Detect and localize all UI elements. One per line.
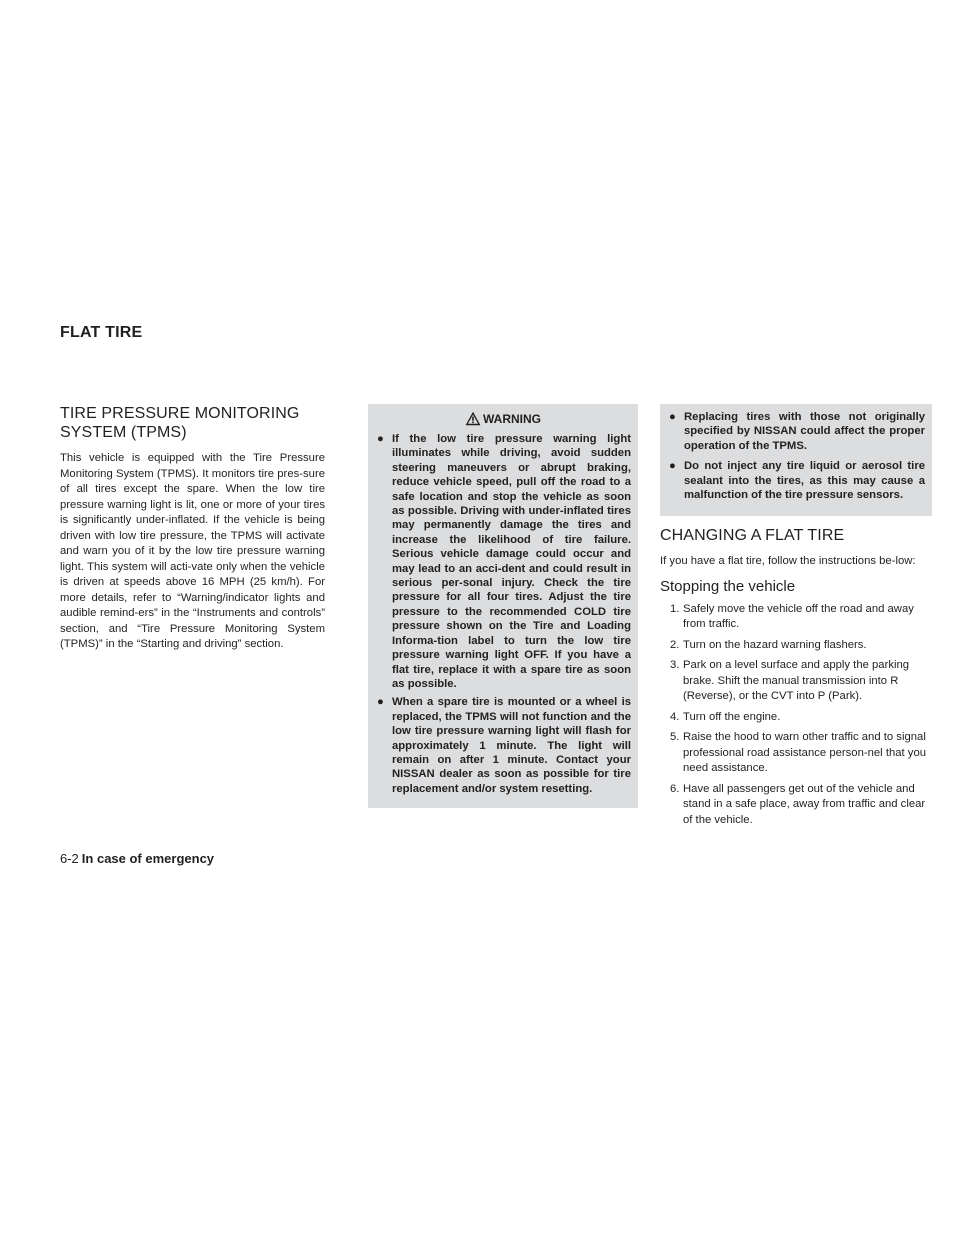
warning-list-continued xyxy=(667,410,925,502)
tpms-heading: TIRE PRESSURE MONITORING SYSTEM (TPMS) xyxy=(60,405,300,441)
step-number: 3. xyxy=(670,659,680,672)
tpms-body: This vehicle is equipped with the Tire Pressure Monitoring System (TPMS). It monitors tire pres-sure of all tires except the spare. When the low tire pressure warning light is lit, one or more of your tires is significantly under-inflated. If the vehicle is being driven with low tire pressure, the TPMS will activate and warn you of it by the low tire pressure warning light. This system will acti-vate only when the vehicle is driven at speeds above 16 MPH (25 km/h). For more details, refer to “Warning/indicator lights and audible remind-ers” in the “Instruments and controls” section, and “Tire Pressure Monitoring System (TPMS)” in the “Starting and driving” section. xyxy=(60,452,325,650)
stopping-subheading: Stopping the vehicle xyxy=(660,577,796,595)
step-text: Park on a level surface and apply the parking brake. Shift the manual transmission into R (Reverse), or the CVT into P (Park). xyxy=(683,659,910,703)
step-number: 4. xyxy=(670,710,680,723)
warning-item xyxy=(375,695,631,796)
warning-label: WARNING xyxy=(483,411,541,426)
column-warning xyxy=(368,404,638,808)
bullet: ● xyxy=(377,696,384,709)
page-number: 6-2 xyxy=(60,851,79,866)
warning-item xyxy=(375,432,631,691)
warning-box xyxy=(368,404,638,808)
warning-item xyxy=(667,410,925,453)
warning-header xyxy=(375,410,631,427)
warning-item-text: Replacing tires with those not originally specified by NISSAN could affect the proper operation of the TPMS. xyxy=(684,411,925,452)
step-text: Safely move the vehicle off the road and away from traffic. xyxy=(683,602,914,631)
step-item xyxy=(660,782,932,829)
steps-list xyxy=(660,602,932,829)
footer-section: In case of emergency xyxy=(81,851,215,866)
step-number: 1. xyxy=(670,602,680,615)
step-item xyxy=(660,730,932,777)
warning-box-continued xyxy=(660,404,932,516)
step-text: Raise the hood to warn other traffic and to signal professional road assistance person-nel that you need assistance. xyxy=(683,731,927,775)
warning-item-text: When a spare tire is mounted or a wheel is replaced, the TPMS will not function and the low tire pressure warning light will flash for approximately 1 minute. The light will remain on after 1 minute. Contact your NISSAN dealer as soon as possible for tire replacement and/or system resetting. xyxy=(392,696,631,795)
bullet: ● xyxy=(669,460,676,473)
step-item xyxy=(660,658,932,705)
bullet: ● xyxy=(377,433,384,445)
step-item xyxy=(660,602,932,633)
warning-item-text: If the low tire pressure warning light illuminates while driving, avoid sudden steering maneuvers or abrupt braking, reduce vehicle speed, pull off the road to a safe location and stop the vehicle as soon as possible. Driving with under-inflated tires may permanently damage the tires and increase the likelihood of tire failure. Serious vehicle damage could occur and may lead to an acci-dent and could result in serious per-sonal injury. Check the tire pressure for all four tires. Adjust the tire pressure to the recommended COLD tire pressure shown on the Tire and Loading Informa-tion label to turn the low tire pressure warning light OFF. If you have a flat tire, replace it with a spare tire as soon as possible. xyxy=(392,433,631,690)
warning-list xyxy=(375,432,631,796)
step-item xyxy=(660,710,932,726)
column-changing xyxy=(660,404,932,833)
step-number: 5. xyxy=(670,731,680,744)
step-text: Turn on the hazard warning flashers. xyxy=(683,638,867,651)
step-item xyxy=(660,638,932,654)
column-tpms xyxy=(60,404,325,653)
step-number: 2. xyxy=(670,638,680,651)
section-title: FLAT TIRE xyxy=(60,324,143,341)
page-footer xyxy=(60,851,214,866)
step-number: 6. xyxy=(670,782,680,795)
warning-item xyxy=(667,459,925,502)
step-text: Turn off the engine. xyxy=(683,710,781,723)
bullet: ● xyxy=(669,411,676,423)
step-text: Have all passengers get out of the vehicle and stand in a safe place, away from traffic and clear of the vehicle. xyxy=(683,782,926,826)
warning-item-text: Do not inject any tire liquid or aerosol tire sealant into the tires, as this may cause a malfunction of the tire pressure sensors. xyxy=(684,460,925,502)
warning-icon xyxy=(465,411,481,426)
changing-heading: CHANGING A FLAT TIRE xyxy=(660,527,845,545)
changing-intro: If you have a flat tire, follow the instructions be-low: xyxy=(660,555,916,568)
